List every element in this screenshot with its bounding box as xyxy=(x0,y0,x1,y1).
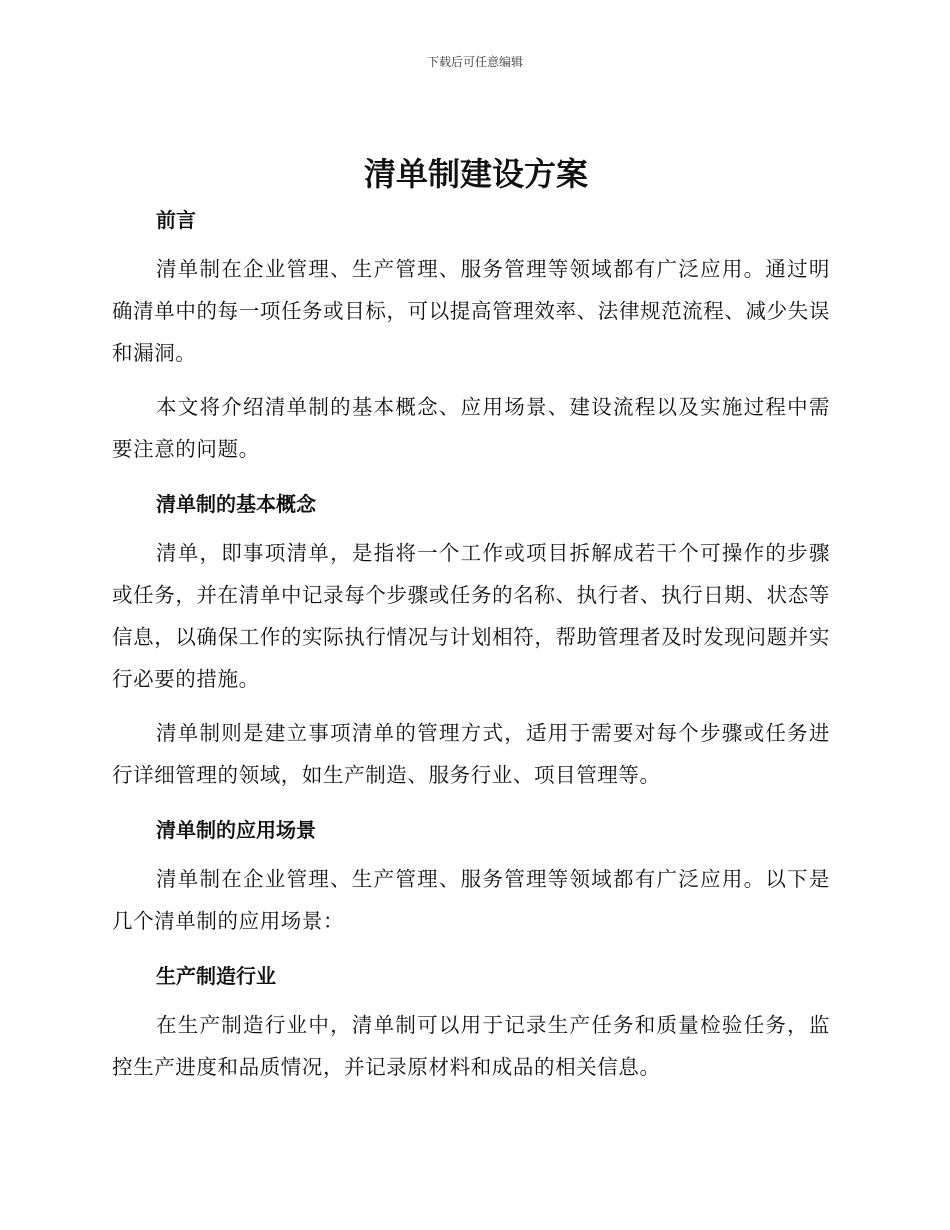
page-header-note: 下载后可任意编辑 xyxy=(426,55,523,69)
concept-paragraph-1: 清单，即事项清单，是指将一个工作或项目拆解成若干个可操作的步骤或任务，并在清单中记录每个步骤或任务的名称、执行者、执行日期、状态等信息，以确保工作的实际执行情况与计划相符，帮助管理者及时发现问题并实行必要的措施。 xyxy=(112,541,830,691)
preface-paragraph-1: 清单制在企业管理、生产管理、服务管理等领域都有广泛应用。通过明确清单中的每一项任务或目标，可以提高管理效率、法律规范流程、减少失误和漏洞。 xyxy=(112,257,830,365)
scenarios-paragraph-1: 清单制在企业管理、生产管理、服务管理等领域都有广泛应用。以下是几个清单制的应用场景： xyxy=(112,867,830,933)
concept-paragraph-2: 清单制则是建立事项清单的管理方式，适用于需要对每个步骤或任务进行详细管理的领域，如生产制造、服务行业、项目管理等。 xyxy=(112,721,830,787)
document-title: 清单制建设方案 xyxy=(363,155,588,193)
section-heading-concept: 清单制的基本概念 xyxy=(156,492,316,516)
document-body xyxy=(112,150,830,1088)
section-heading-manufacturing: 生产制造行业 xyxy=(156,964,276,988)
preface-paragraph-2: 本文将介绍清单制的基本概念、应用场景、建设流程以及实施过程中需要注意的问题。 xyxy=(112,395,830,461)
section-heading-scenarios: 清单制的应用场景 xyxy=(156,818,316,842)
manufacturing-paragraph-1: 在生产制造行业中，清单制可以用于记录生产任务和质量检验任务，监控生产进度和品质情况，并记录原材料和成品的相关信息。 xyxy=(112,1013,830,1079)
section-heading-preface: 前言 xyxy=(156,208,196,232)
